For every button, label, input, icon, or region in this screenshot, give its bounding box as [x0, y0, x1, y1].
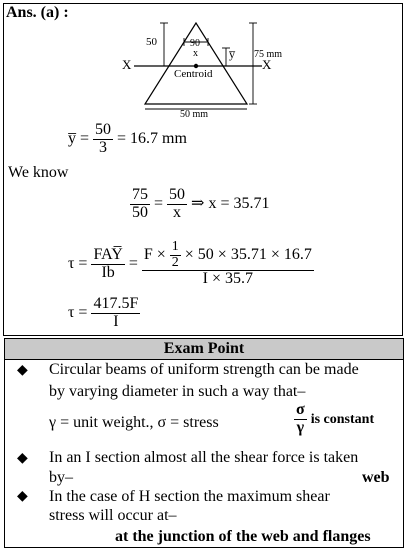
point1-line1: Circular beams of uniform strength can be made: [49, 361, 359, 378]
dim-total-label: 75 mm: [254, 49, 283, 60]
point3-line2: stress will occur at–: [49, 507, 177, 524]
point1-line3: γ = unit weight., σ = stress: [49, 414, 219, 431]
we-know-text: We know: [8, 164, 69, 181]
point2-line1: In an I section almost all the shear force is taken: [49, 449, 359, 466]
dim-height-label: 50: [146, 36, 157, 48]
point2-line2: by–: [49, 469, 73, 486]
equation-shear-stress: τ = $\frac{\text{FAY̅}}{Ib}$ = F × $\frac{1}{2}$ × 50 × 35.71 × 16.7 I × 35.7: [68, 239, 312, 288]
base-width-label: 50 mm: [180, 109, 209, 120]
dim-x-label: x: [193, 48, 198, 59]
answer-label: Ans. (a) :: [6, 4, 69, 21]
equation-ybar: y̅ = $\frac{50}{3}$ = 16.7 mm: [68, 121, 187, 156]
diamond-bullet-icon: ◆: [17, 451, 28, 466]
sigma-gamma-ratio: $\frac{\sigma}{\gamma}$ is constant: [296, 401, 375, 436]
exam-point-title: Exam Point: [5, 339, 403, 360]
equation-result: τ = $\frac{417.5F}{I}$: [68, 295, 139, 330]
equation-ratio: $\frac{75}{50}$ = $\frac{50}{x}$ ⇒ x = 35.71: [132, 186, 270, 221]
point1-line2: by varying diameter in such a way that–: [49, 383, 306, 400]
dim-angle-label: 90: [190, 38, 200, 49]
point3-line1: In the case of H section the maximum shear: [49, 488, 330, 505]
centroid-label: Centroid: [174, 68, 213, 80]
dim-ybar-label: y̅: [229, 47, 235, 61]
axis-right-label: X: [262, 57, 272, 72]
fraction: $\frac{50}{3}$: [95, 121, 112, 156]
axis-left-label: X: [122, 57, 132, 72]
point3-answer: at the junction of the web and flanges: [115, 528, 371, 545]
point2-answer: web: [362, 469, 390, 486]
triangle-outline: [145, 23, 247, 104]
ybar-symbol: y̅: [68, 129, 76, 147]
diamond-bullet-icon: ◆: [17, 363, 28, 378]
exam-point-box: [4, 338, 404, 548]
diamond-bullet-icon: ◆: [17, 489, 28, 504]
